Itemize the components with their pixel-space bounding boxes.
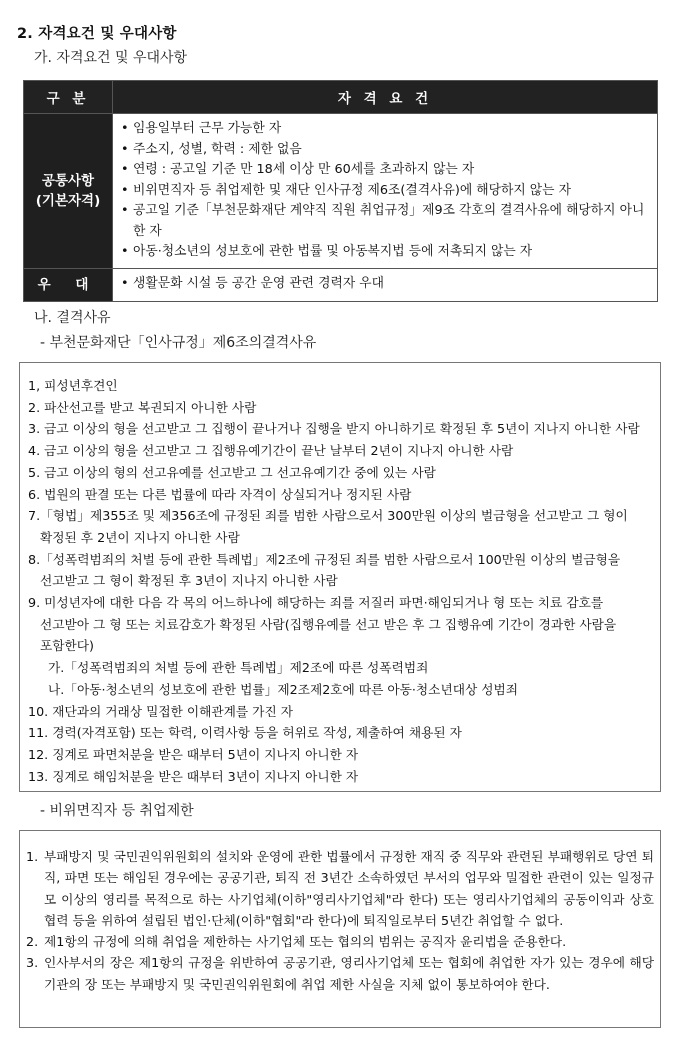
list-item: 5. 금고 이상의 형의 선고유예를 선고받고 그 선고유예기간 중에 있는 사람 — [28, 464, 436, 480]
list-item — [26, 846, 654, 931]
dash-item-employment-restriction: - 비위면직자 등 취업제한 — [40, 803, 194, 819]
list-item-number: 3. — [26, 955, 39, 971]
dash-item-personnel-rule: - 부천문화재단「인사규정」제6조의결격사유 — [40, 335, 317, 351]
list-item: 13. 징계로 해임처분을 받은 때부터 3년이 지나지 아니한 자 — [28, 768, 359, 784]
list-item: 12. 징계로 파면처분을 받은 때부터 5년이 지나지 아니한 자 — [28, 746, 359, 762]
row-label-preference: 우 대 — [24, 268, 113, 301]
table-row — [24, 114, 658, 269]
list-item: 6. 법원의 판결 또는 다른 법률에 따라 자격이 상실되거나 정지된 사람 — [28, 486, 412, 502]
row-content-preference — [113, 268, 658, 301]
list-item-text: 임용일부터 근무 가능한 자 — [133, 121, 282, 136]
subheading-disqualification: 나. 결격사유 — [34, 310, 111, 326]
list-subitem: 나.「아동·청소년의 성보호에 관한 법률」제2조제2호에 따른 아동·청소년대상 성범죄 — [48, 681, 519, 697]
list-item-number: 1. — [26, 849, 39, 864]
list-item: • 생활문화 시설 등 공간 운영 관련 경력자 우대 — [121, 274, 649, 295]
list-item: 4. 금고 이상의 형을 선고받고 그 집행유예기간이 끝난 날부터 2년이 지나지 아니한 사람 — [28, 443, 514, 459]
list-item — [26, 952, 654, 995]
list-item-continuation: 선고받고 그 형이 확정된 후 3년이 지나지 아니한 사람 — [40, 573, 338, 589]
row-label-common — [24, 114, 113, 269]
list-item: 9. 미성년자에 대한 다음 각 목의 어느하나에 해당하는 죄를 저질러 파면·해임되거나 형 또는 치료 감호를 — [28, 595, 604, 611]
header-requirements: 자 격 요 건 — [113, 81, 658, 114]
header-category: 구 분 — [24, 81, 113, 114]
subheading-qualifications: 가. 자격요건 및 우대사항 — [34, 50, 188, 66]
table-header-row — [24, 81, 658, 114]
list-item — [26, 931, 654, 952]
list-item: • 공고일 기준「부천문화재단 계약직 직원 취업규정」제9조 각호의 결격사유에 해당하지 아니한 자 — [121, 201, 649, 242]
list-item-text: 인사부서의 장은 제1항의 규정을 위반하여 공공기관, 영리사기업체 또는 협회에 취업한 자가 있는 경우에 해당 기관의 장 또는 부패방지 및 국민권익위원회에 취업 제한 사실을 지체 없이 통보하여야 한다. — [44, 955, 654, 992]
list-item-continuation: 확정된 후 2년이 지나지 아니한 사람 — [40, 529, 240, 545]
list-item: 11. 경력(자격포함) 또는 학력, 이력사항 등을 허위로 작성, 제출하여 채용된 자 — [28, 725, 462, 741]
list-item-number: 2. — [26, 934, 39, 950]
section-heading: 2. 자격요건 및 우대사항 — [17, 26, 177, 42]
list-item: • 임용일부터 근무 가능한 자 — [121, 119, 649, 140]
list-item: • 연령 : 공고일 기준 만 18세 이상 만 60세를 초과하지 않는 자 — [121, 160, 649, 181]
list-item: • 주소지, 성별, 학력 : 제한 없음 — [121, 140, 649, 161]
qualification-table — [23, 80, 658, 302]
list-item: 1, 피성년후견인 — [28, 378, 118, 393]
list-item-text: 제1항의 규정에 의해 취업을 제한하는 사기업체 또는 협의의 범위는 공직자 윤리법을 준용한다. — [44, 934, 567, 950]
list-item: • 아동·청소년의 성보호에 관한 법률 및 아동복지법 등에 저촉되지 않는 자 — [121, 242, 649, 263]
list-item-text: 연령 : 공고일 기준 만 18세 이상 만 60세를 초과하지 않는 자 — [133, 162, 475, 177]
list-subitem: 가.「성폭력범죄의 처벌 등에 관한 특례법」제2조에 따른 성폭력범죄 — [48, 660, 429, 676]
list-item-text: 아동·청소년의 성보호에 관한 법률 및 아동복지법 등에 저촉되지 않는 자 — [133, 244, 533, 259]
row-content-common — [113, 114, 658, 269]
employment-restriction-box — [19, 830, 661, 1028]
list-item: 2. 파산선고를 받고 복권되지 아니한 사람 — [28, 399, 257, 415]
row-label-line: 공통사항 — [41, 172, 95, 189]
table-row — [24, 268, 658, 301]
list-item-continuation: 포함한다) — [40, 638, 94, 654]
list-item-text: 비위면직자 등 취업제한 및 재단 인사규정 제6조(결격사유)에 해당하지 않는 자 — [133, 182, 571, 198]
row-label-line: (기본자격) — [35, 192, 101, 209]
list-item-text: 주소지, 성별, 학력 : 제한 없음 — [133, 141, 302, 157]
list-item-continuation: 선고받아 그 형 또는 치료감호가 확정된 사람(집행유예를 선고 받은 후 그 집행유예 기간이 경과한 사람을 — [40, 616, 617, 632]
list-item-text: 공고일 기준「부천문화재단 계약직 직원 취업규정」제9조 각호의 결격사유에 해당하지 아니한 자 — [133, 203, 645, 239]
list-item: 10. 재단과의 거래상 밀접한 이해관계를 가진 자 — [28, 703, 293, 719]
list-item: • 비위면직자 등 취업제한 및 재단 인사규정 제6조(결격사유)에 해당하지 않는 자 — [121, 181, 649, 202]
list-item-text: 생활문화 시설 등 공간 운영 관련 경력자 우대 — [133, 276, 384, 292]
disqualification-box — [19, 362, 661, 792]
list-item-text: 부패방지 및 국민권익위원회의 설치와 운영에 관한 법률에서 규정한 재직 중 직무와 관련된 부패행위로 당연 퇴직, 파면 또는 해임된 경우에는 공공기관, 퇴직 전 3년간 소속하였던 부서의 업무와 밀접한 관련이 있는 일정규모 이상의 영리를 목적으로 하는 사기업체(이하"영리사기업체"라 한다) 또는 영리사기업체의 공동이익과 상호협력 등을 위하여 설립된 법인·단체(이하"협회"라 한다)에 퇴직일로부터 5년간 취업할 수 없다. — [44, 849, 654, 928]
list-item: 8.「성폭력범죄의 처벌 등에 관한 특례법」제2조에 규정된 죄를 범한 사람으로서 100만원 이상의 벌금형을 — [28, 551, 621, 567]
list-item: 3. 금고 이상의 형을 선고받고 그 집행이 끝나거나 집행을 받지 아니하기로 확정된 후 5년이 지나지 아니한 사람 — [28, 421, 640, 437]
list-item: 7.「형법」제355조 및 제356조에 규정된 죄를 범한 사람으로서 300만원 이상의 벌금형을 선고받고 그 형이 — [28, 508, 628, 524]
